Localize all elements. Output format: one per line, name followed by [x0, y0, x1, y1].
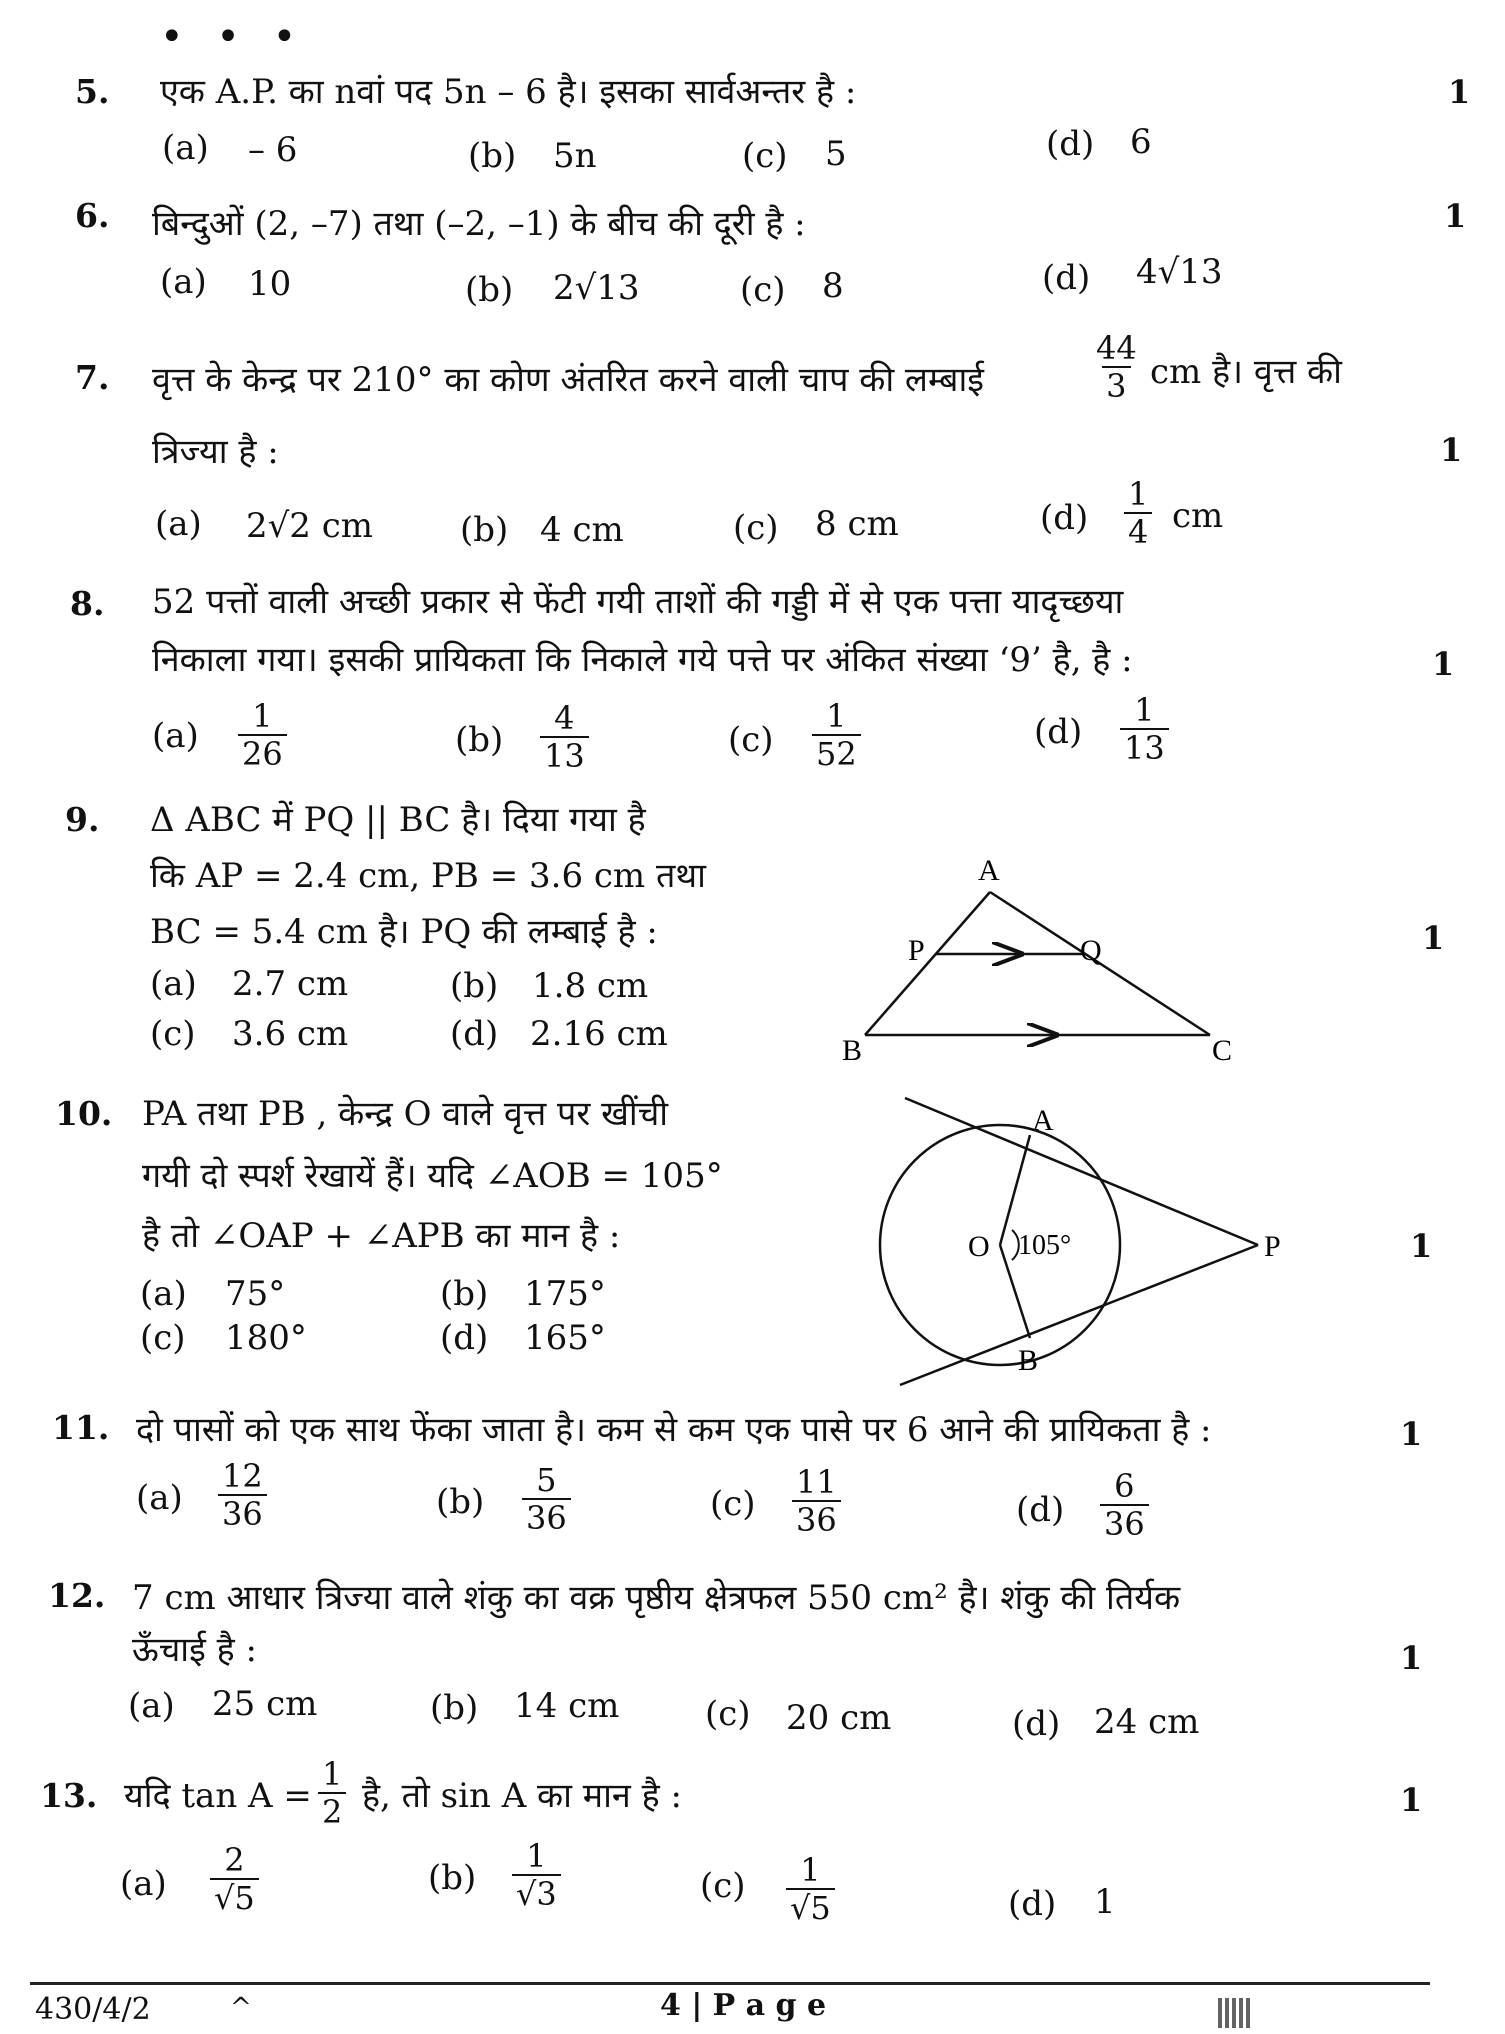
option-b-label: (b) [436, 1482, 485, 1522]
fraction-denominator: 36 [522, 1498, 571, 1536]
option-b-value: 1.8 cm [532, 966, 649, 1006]
fraction-numerator: 1 [1134, 691, 1155, 729]
option-a-label: (a) [152, 716, 199, 756]
marks: 1 [1440, 431, 1463, 469]
option-b-label: (b) [430, 1688, 479, 1728]
option-b-label: (b) [460, 510, 509, 550]
option-b-fraction [522, 1462, 571, 1536]
arc-length-fraction [1092, 330, 1141, 404]
option-d-label: (d) [1046, 124, 1095, 164]
option-d-value: 2.16 cm [530, 1014, 668, 1054]
fraction-denominator: 13 [540, 736, 589, 774]
option-d-label: (d) [1040, 498, 1089, 538]
fraction-numerator: 1 [800, 1851, 821, 1889]
option-d-fraction [1100, 1468, 1149, 1542]
fraction-denominator: 36 [218, 1494, 267, 1532]
top-dots: • • • [160, 14, 307, 60]
option-c-value: 5 [825, 134, 847, 174]
option-b-value: 2√13 [553, 268, 640, 308]
radius-oa [1000, 1135, 1030, 1245]
option-c-label: (c) [705, 1694, 751, 1734]
tangent-pb [900, 1245, 1258, 1385]
option-d-value: 6 [1130, 122, 1152, 162]
option-b-value: 5n [553, 136, 597, 176]
option-a-value: 2.7 cm [232, 964, 349, 1004]
option-b-fraction [512, 1838, 561, 1912]
option-d-unit: cm [1172, 496, 1224, 536]
option-b-value: 175° [524, 1274, 606, 1314]
option-b-value: 14 cm [514, 1686, 620, 1726]
question-text: बिन्दुओं (2, –7) तथा (–2, –1) के बीच की दूरी है : [152, 204, 806, 244]
option-c-value: 180° [225, 1318, 307, 1358]
fraction-denominator: √5 [210, 1878, 259, 1916]
fraction-numerator: 5 [536, 1461, 557, 1499]
question-text-line1: 52 पत्तों वाली अच्छी प्रकार से फेंटी गयी ताशों की गड्डी में से एक पत्ता यादृच्छया [152, 582, 1124, 622]
fraction-denominator: √3 [512, 1874, 561, 1912]
question-text-line3: BC = 5.4 cm है। PQ की लम्बाई है : [150, 912, 658, 952]
option-d-value: 1 [1094, 1882, 1116, 1922]
vertex-c-label: C [1212, 1034, 1233, 1067]
option-b-label: (b) [440, 1274, 489, 1314]
option-a-label: (a) [140, 1274, 187, 1314]
marks: 1 [1432, 645, 1455, 683]
option-c-label: (c) [742, 136, 788, 176]
option-a-value: 10 [248, 264, 292, 304]
option-a-label: (a) [120, 1864, 167, 1904]
fraction-numerator: 4 [554, 699, 575, 737]
question-text-line1: Δ ABC में PQ || BC है। दिया गया है [150, 800, 646, 840]
option-b-fraction [540, 700, 589, 774]
question-text-line2: त्रिज्या है : [152, 432, 279, 472]
option-a-value: 2√2 cm [246, 506, 374, 546]
marks: 1 [1400, 1639, 1423, 1677]
fraction-denominator: 4 [1124, 512, 1152, 550]
marks: 1 [1448, 73, 1471, 111]
option-d-value: 4√13 [1136, 252, 1223, 292]
point-a-label: A [1032, 1104, 1054, 1137]
option-c-value: 8 cm [815, 504, 899, 544]
fraction-denominator: 26 [238, 734, 287, 772]
question-text-part1: यदि tan A = [124, 1776, 312, 1816]
question-number: 7. [75, 358, 110, 397]
fraction-numerator: 44 [1096, 329, 1137, 367]
option-a-value: 25 cm [212, 1684, 318, 1724]
tan-fraction [318, 1756, 346, 1830]
marks: 1 [1444, 197, 1467, 235]
fraction-numerator: 2 [224, 1841, 245, 1879]
vertex-b-label: B [842, 1034, 863, 1067]
question-text-line1b: cm है। वृत्त की [1150, 352, 1342, 392]
option-c-value: 3.6 cm [232, 1014, 349, 1054]
point-p-label: P [908, 934, 925, 967]
option-c-value: 8 [822, 266, 844, 306]
angle-label: 105° [1018, 1230, 1072, 1261]
option-d-label: (d) [1016, 1490, 1065, 1530]
question-text-line1: PA तथा PB , केन्द्र O वाले वृत्त पर खींची [142, 1094, 669, 1134]
option-d-value: 24 cm [1094, 1702, 1200, 1742]
fraction-denominator: 36 [1100, 1504, 1149, 1542]
qr-code-icon [1218, 1998, 1252, 2028]
point-b-label: B [1018, 1344, 1039, 1377]
question-number: 10. [55, 1094, 113, 1133]
fraction-numerator: 11 [796, 1463, 837, 1501]
point-q-label: Q [1080, 934, 1102, 967]
side-ab [865, 892, 990, 1035]
fraction-numerator: 12 [222, 1457, 263, 1495]
question-text-line1: वृत्त के केन्द्र पर 210° का कोण अंतरित करने वाली चाप की लम्बाई [152, 360, 984, 400]
option-a-fraction [238, 698, 287, 772]
option-c-label: (c) [740, 270, 786, 310]
question-text: एक A.P. का nवां पद 5n – 6 है। इसका सार्वअन्तर है : [160, 72, 857, 112]
question-number: 5. [75, 72, 110, 111]
option-c-fraction [786, 1852, 835, 1926]
marks: 1 [1422, 919, 1445, 957]
option-c-label: (c) [733, 508, 779, 548]
option-a-label: (a) [128, 1686, 175, 1726]
paper-code: 430/4/2 [35, 1992, 151, 2027]
option-c-label: (c) [140, 1318, 186, 1358]
option-c-label: (c) [150, 1014, 196, 1054]
option-a-label: (a) [150, 964, 197, 1004]
fraction-denominator: 3 [1102, 366, 1130, 404]
option-d-value: 165° [524, 1318, 606, 1358]
question-text: दो पासों को एक साथ फेंका जाता है। कम से कम एक पासे पर 6 आने की प्रायिकता है : [136, 1410, 1212, 1450]
option-b-value: 4 cm [540, 510, 624, 550]
fraction-numerator: 1 [322, 1755, 343, 1793]
question-number: 9. [65, 800, 100, 839]
fraction-numerator: 1 [826, 697, 847, 735]
option-c-label: (c) [728, 720, 774, 760]
fraction-denominator: √5 [786, 1888, 835, 1926]
question-text-line2: कि AP = 2.4 cm, PB = 3.6 cm तथा [150, 856, 706, 896]
option-a-label: (a) [155, 504, 202, 544]
question-number: 13. [40, 1776, 98, 1815]
marks: 1 [1410, 1227, 1433, 1265]
option-c-label: (c) [710, 1484, 756, 1524]
fraction-numerator: 1 [526, 1837, 547, 1875]
option-d-label: (d) [1008, 1884, 1057, 1924]
option-d-label: (d) [440, 1318, 489, 1358]
option-a-label: (a) [160, 262, 207, 302]
option-c-label: (c) [700, 1866, 746, 1906]
footer-rule [30, 1982, 1430, 1985]
question-text-line2: गयी दो स्पर्श रेखायें हैं। यदि ∠AOB = 105° [142, 1156, 723, 1196]
option-d-fraction [1120, 692, 1169, 766]
tangent-pa [905, 1098, 1258, 1245]
option-b-label: (b) [465, 270, 514, 310]
option-d-fraction [1124, 476, 1152, 550]
fraction-numerator: 1 [1128, 475, 1149, 513]
fraction-denominator: 36 [792, 1500, 841, 1538]
question-text-line2: ऊँचाई है : [132, 1630, 257, 1670]
option-a-value: 75° [225, 1274, 286, 1314]
option-c-fraction [792, 1464, 841, 1538]
question-number: 12. [48, 1576, 106, 1615]
fraction-numerator: 6 [1114, 1467, 1135, 1505]
option-b-label: (b) [450, 966, 499, 1006]
triangle-figure [840, 850, 1260, 1070]
option-c-fraction [812, 698, 861, 772]
marks: 1 [1400, 1781, 1423, 1819]
caret-mark: ^ [230, 1993, 252, 2023]
fraction-denominator: 52 [812, 734, 861, 772]
fraction-numerator: 1 [252, 697, 273, 735]
vertex-a-label: A [978, 854, 1000, 887]
option-b-label: (b) [468, 136, 517, 176]
option-b-label: (b) [428, 1858, 477, 1898]
question-text-line2: निकाला गया। इसकी प्रायिकता कि निकाले गये पत्ते पर अंकित संख्या ‘9’ है, है : [152, 640, 1133, 680]
page-number: 4 | P a g e [660, 1988, 827, 2023]
option-a-label: (a) [136, 1478, 183, 1518]
fraction-denominator: 13 [1120, 728, 1169, 766]
option-a-value: – 6 [248, 130, 298, 170]
option-d-label: (d) [1034, 712, 1083, 752]
question-text-line1: 7 cm आधार त्रिज्या वाले शंकु का वक्र पृष्ठीय क्षेत्रफल 550 cm² है। शंकु की तिर्यक [132, 1578, 1181, 1618]
option-d-label: (d) [1042, 258, 1091, 298]
option-a-label: (a) [162, 128, 209, 168]
option-a-fraction [218, 1458, 267, 1532]
center-o-label: O [968, 1230, 990, 1263]
point-p-label: P [1264, 1230, 1281, 1263]
option-d-label: (d) [450, 1014, 499, 1054]
question-text-line3: है तो ∠OAP + ∠APB का मान है : [142, 1216, 621, 1256]
option-d-label: (d) [1012, 1704, 1061, 1744]
question-number: 8. [70, 584, 105, 623]
fraction-denominator: 2 [318, 1792, 346, 1830]
option-c-value: 20 cm [786, 1698, 892, 1738]
option-a-fraction [210, 1842, 259, 1916]
circle-tangent-figure [850, 1090, 1310, 1390]
option-b-label: (b) [455, 720, 504, 760]
question-number: 11. [52, 1408, 110, 1447]
question-number: 6. [75, 196, 110, 235]
marks: 1 [1400, 1415, 1423, 1453]
question-text-part2: है, तो sin A का मान है : [362, 1776, 682, 1816]
